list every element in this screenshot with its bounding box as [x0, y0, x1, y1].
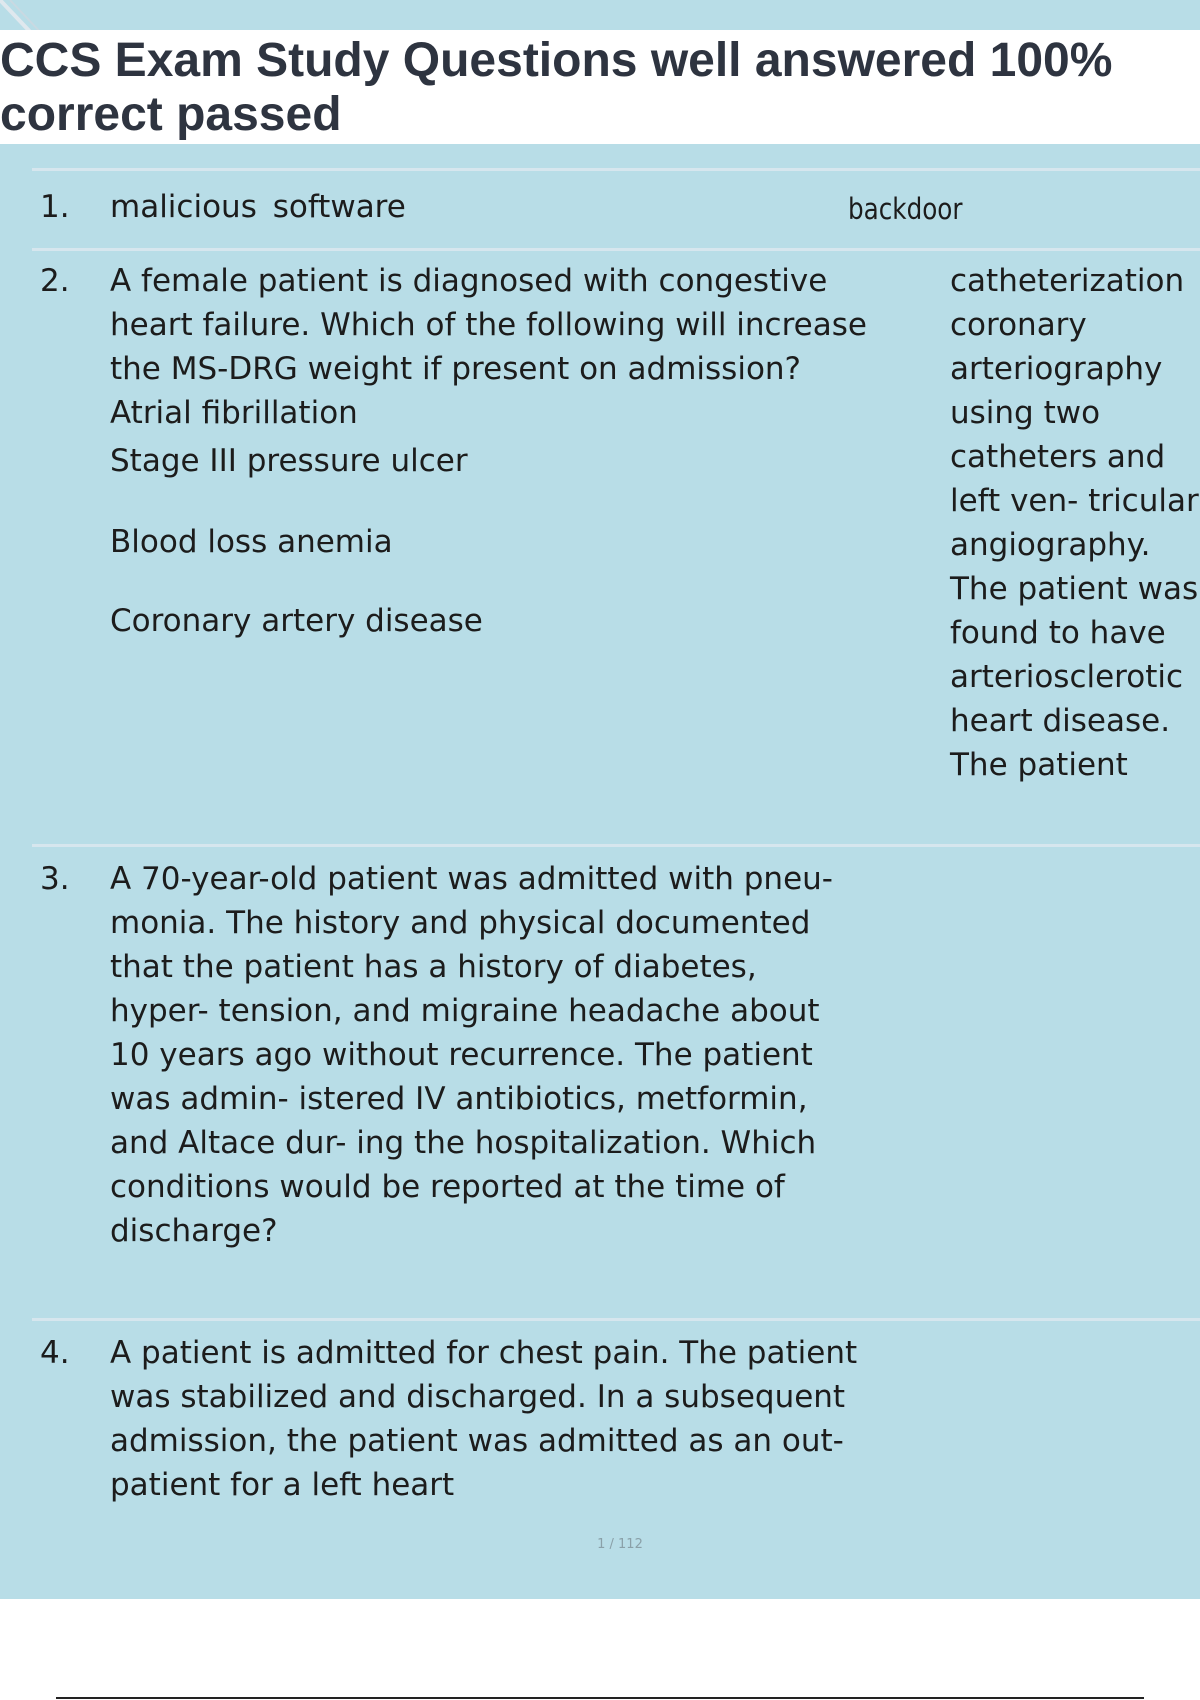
- question-row: [32, 248, 1200, 841]
- question-number: 4.: [40, 1335, 70, 1371]
- question-row: [32, 1318, 1200, 1521]
- question-text: A female patient is diagnosed with congestive heart failure. Which of the following will increase the MS-DRG weight if present on admission? Atrial fibrillation: [110, 263, 867, 431]
- option-text: Stage III pressure ulcer: [110, 443, 468, 479]
- question-row: [32, 168, 1200, 247]
- question-text: A 70-year-old patient was admitted with pneu- monia. The history and physical documented that the patient has a history of diabetes, hyper- tension, and migraine headache about 10 years ago without recurrence. The patient was admin- istered IV antibiotics, metformin, and Altace dur- ing the hospitalization. Which conditions would be reported at the time of discharge?: [110, 861, 833, 1249]
- top-strip: [0, 0, 1200, 30]
- questions-table: [0, 144, 1200, 1599]
- answer-line: angiography.: [950, 527, 1151, 563]
- answer-line: found to have: [950, 615, 1166, 651]
- title-block: [0, 30, 1200, 144]
- bottom-rule: [56, 1697, 1144, 1699]
- answer-line: The patient: [950, 747, 1128, 783]
- answer-line: left ven- tricular: [950, 483, 1199, 519]
- question-number: 3.: [40, 861, 70, 897]
- answer-line: arteriography: [950, 351, 1163, 387]
- question-number: 2.: [40, 263, 70, 299]
- answer-line: arteriosclerotic: [950, 659, 1184, 695]
- option-text: Coronary artery disease: [110, 603, 483, 639]
- page-number: 1 / 112: [597, 1537, 643, 1552]
- question-number: 1.: [40, 189, 70, 225]
- answer-line: The patient was: [950, 571, 1199, 607]
- question-text: A patient is admitted for chest pain. The patient was stabilized and discharged. In a subsequent admission, the patient was admitted as an out- patient for a left heart: [110, 1335, 858, 1503]
- question-row: [32, 844, 1200, 1317]
- answer-text: backdoor: [848, 192, 963, 226]
- answer-line: heart disease.: [950, 703, 1171, 739]
- question-text: malicious software: [110, 189, 406, 225]
- document-title: CCS Exam Study Questions well answered 100% correct passed: [0, 34, 1113, 141]
- answer-line: catheters and: [950, 439, 1166, 475]
- answer-line: coronary: [950, 307, 1087, 343]
- answer-line: using two: [950, 395, 1101, 431]
- option-text: Blood loss anemia: [110, 524, 393, 560]
- answer-line: catheterization: [950, 263, 1185, 299]
